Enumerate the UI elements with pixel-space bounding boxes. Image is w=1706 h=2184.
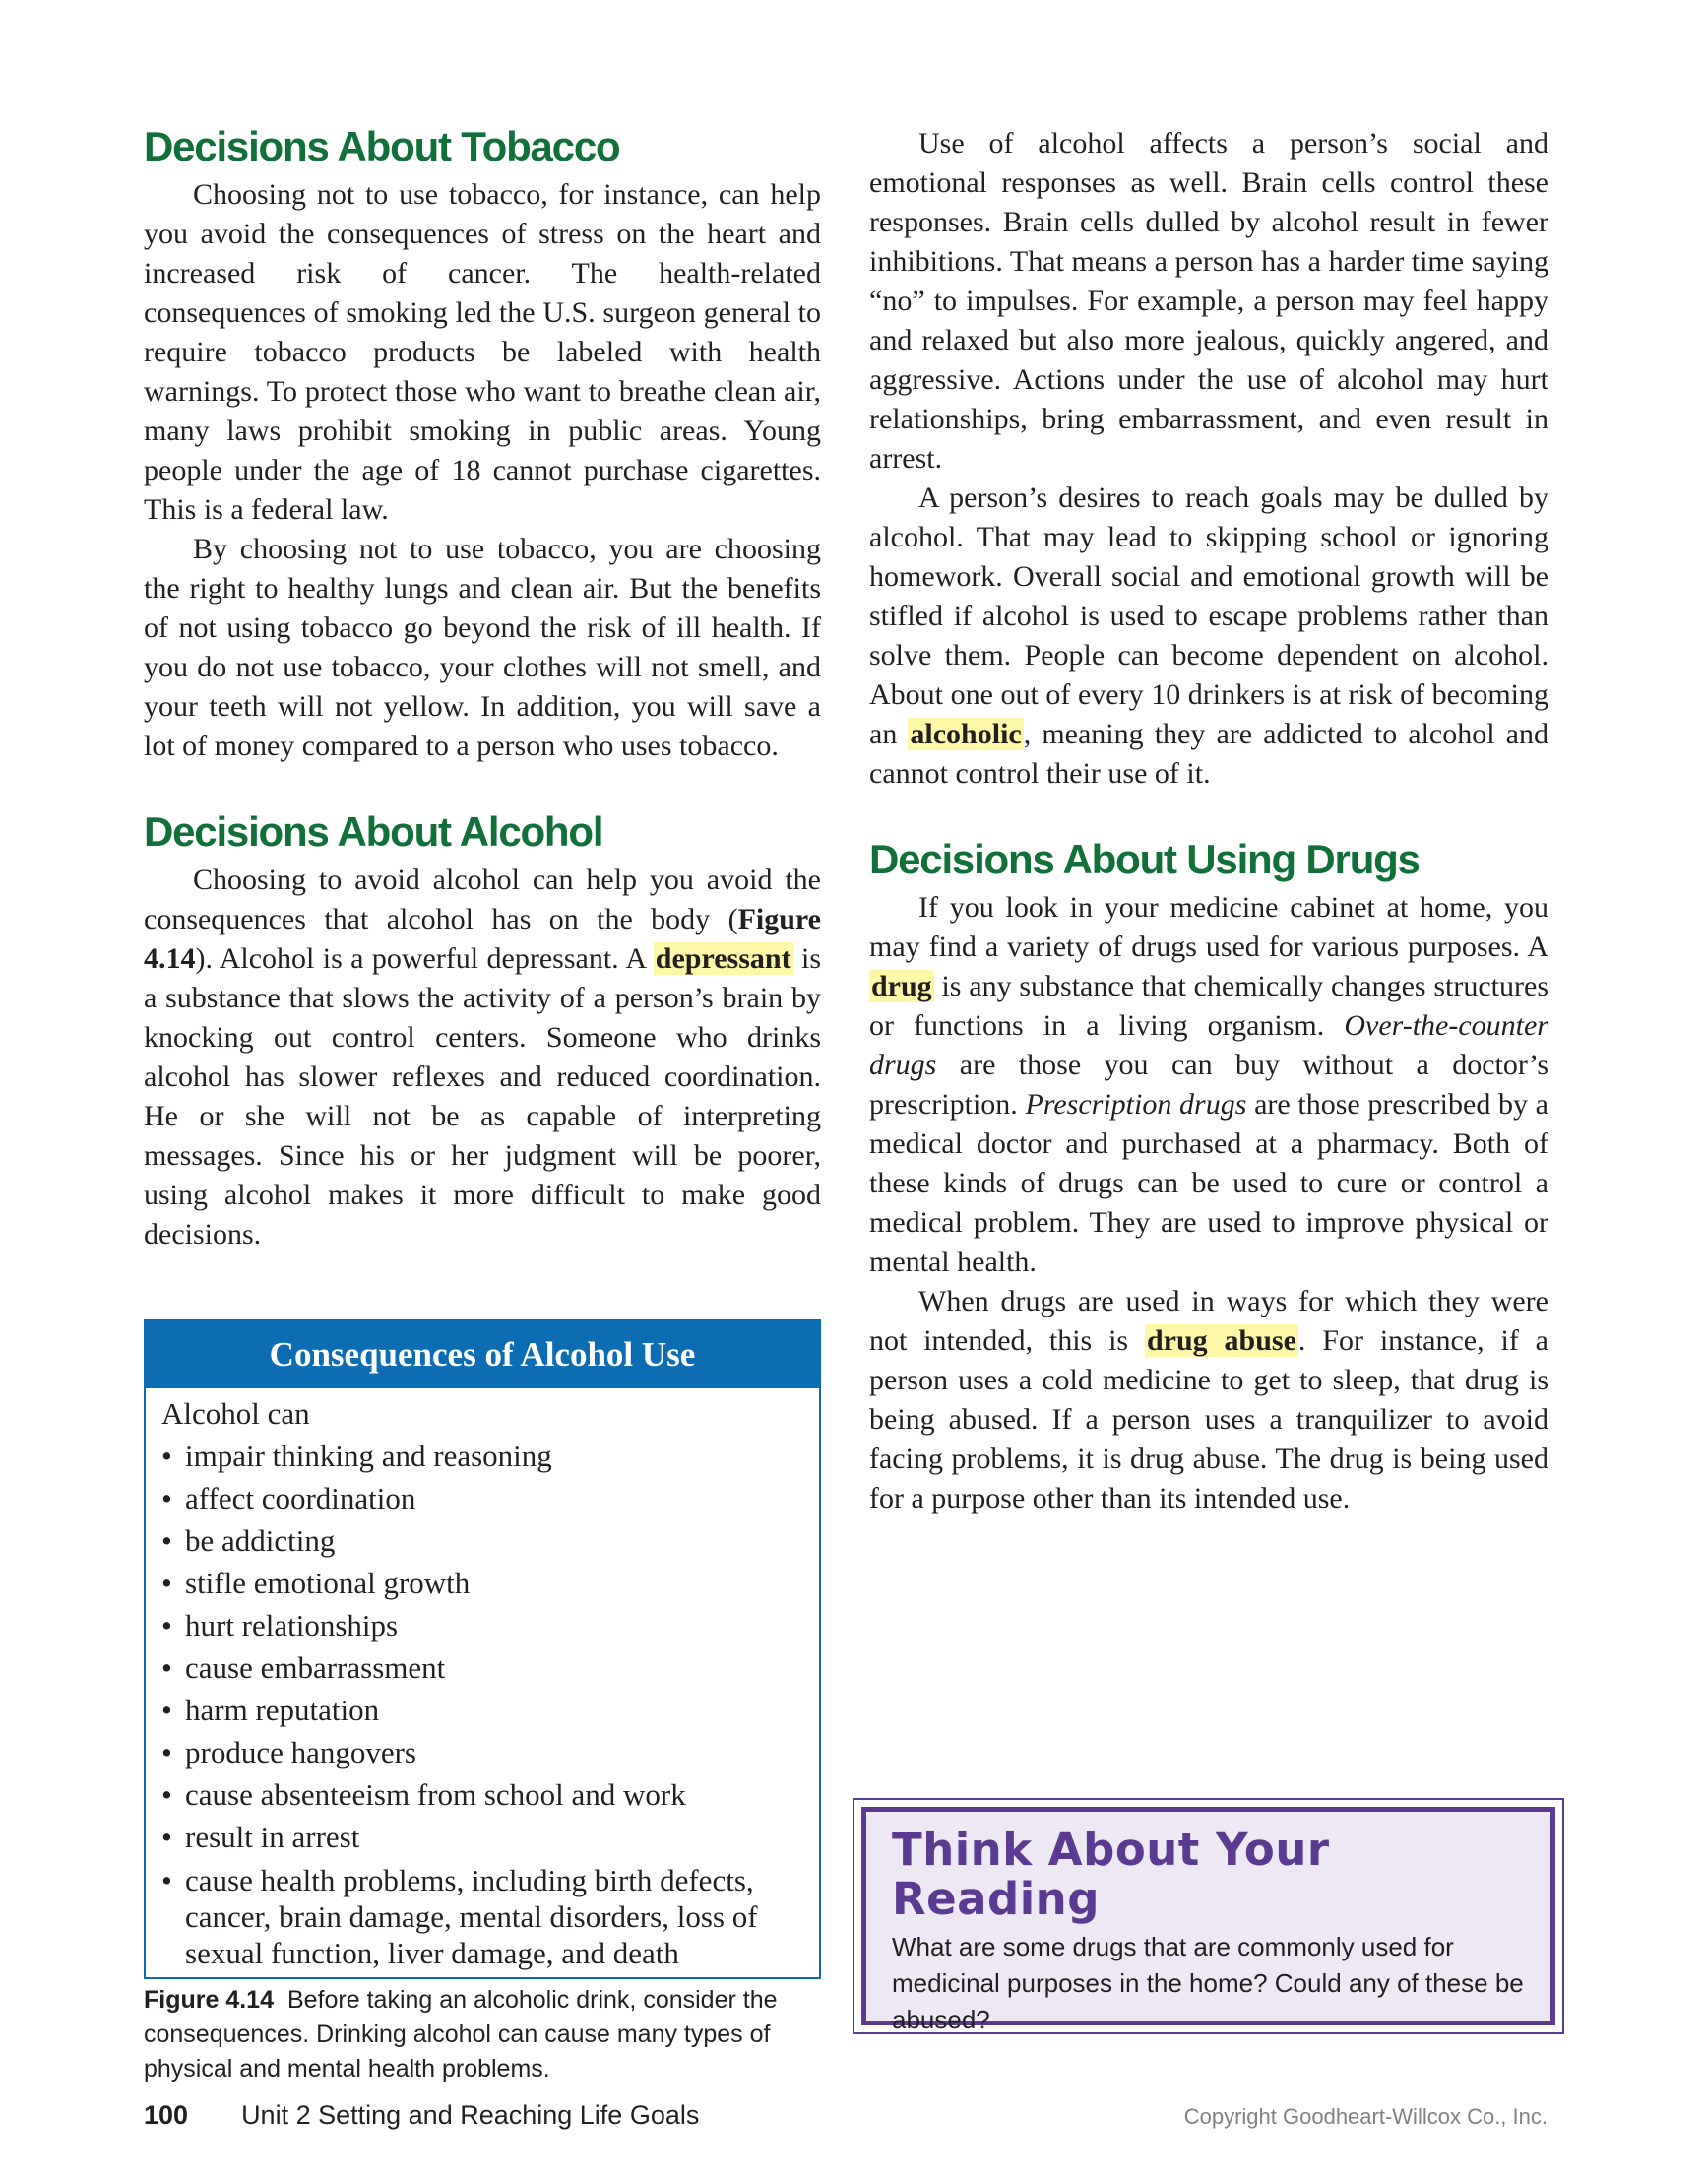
unit-title: Unit 2 Setting and Reaching Life Goals: [241, 2100, 700, 2130]
list-item: • result in arrest: [161, 1816, 803, 1858]
list-item: • hurt relationships: [161, 1604, 803, 1646]
page-footer: [144, 2100, 1548, 2131]
page-number: 100: [144, 2100, 189, 2130]
drugs-p1-text-a: If you look in your medicine cabinet at home, you may find a variety of drugs used for various purposes. A: [869, 891, 1548, 964]
figure-reference: Figure 4.14: [144, 903, 821, 976]
alcohol-p1-text-c: is a substance that slows the activity of a person’s brain by knocking out control centers. Someone who drinks alcohol has slower reflexes and reduced coordination. He or she will not be as capable of interpreting messages. Since his or her judgment will be poorer, using alcohol makes it more difficult to make good decisions.: [144, 942, 821, 1252]
figure-caption: [144, 1983, 821, 2087]
right-column: [869, 124, 1548, 1518]
left-column: [144, 124, 821, 2087]
list-item: • produce hangovers: [161, 1731, 803, 1773]
list-item: • cause absenteeism from school and work: [161, 1773, 803, 1816]
consequences-box: [144, 1319, 821, 1979]
list-item: • cause embarrassment: [161, 1646, 803, 1689]
alcohol-paragraph-2: Use of alcohol affects a person’s social and emotional responses as well. Brain cells control these responses. Brain cells dulled by alcohol result in fewer inhibitions. That means a person has a harder time saying “no” to impulses. For example, a person may feel happy and relaxed but also more jealous, quickly angered, and aggressive. Actions under the use of alcohol may hurt relationships, bring embarrassment, and even result in arrest.: [869, 127, 1548, 475]
list-item: • stifle emotional growth: [161, 1562, 803, 1604]
tobacco-paragraph-2: By choosing not to use tobacco, you are choosing the right to healthy lungs and clean air. But the benefits of not using tobacco go beyond the risk of ill health. If you do not use tobacco, your clothes will not smell, and your teeth will not yellow. In addition, you will save a lot of money compared to a person who uses tobacco.: [144, 533, 821, 763]
list-item: • harm reputation: [161, 1689, 803, 1731]
think-about-inner: [861, 1807, 1555, 2034]
drugs-paragraph-1: [869, 888, 1548, 1282]
figure-caption-text: Before taking an alcoholic drink, consider the consequences. Drinking alcohol can cause many types of physical and mental health problems.: [144, 1986, 778, 2084]
term-alcoholic: alcoholic: [910, 718, 1022, 750]
consequences-box-body: [146, 1388, 819, 1977]
alcohol-p3-text-a: A person’s desires to reach goals may be dulled by alcohol. That may lead to skipping school or ignoring homework. Overall social and emotional growth will be stifled if alcohol is used to escape problems rather than solve them. People can become dependent on alcohol. About one out of every 10 drinkers is at risk of becoming an: [869, 482, 1548, 750]
heading-tobacco: Decisions About Tobacco: [144, 123, 620, 169]
term-drug-abuse: drug abuse: [1146, 1324, 1296, 1358]
list-item: • affect coordination: [161, 1477, 803, 1519]
list-item: • be addicting: [161, 1519, 803, 1562]
tobacco-paragraph-1: Choosing not to use tobacco, for instance, can help you avoid the consequences of stress on the heart and increased risk of cancer. The health-related consequences of smoking led the U.S. surgeon general to require tobacco products be labeled with health warnings. To protect those who want to breathe clean air, many laws prohibit smoking in public areas. Young people under the age of 18 cannot purchase cigarettes. This is a federal law.: [144, 178, 821, 527]
consequences-list: [161, 1435, 803, 1971]
consequences-box-title: Consequences of Alcohol Use: [146, 1321, 819, 1388]
drugs-paragraph-2: [869, 1282, 1548, 1518]
drugs-p1-text-d: are those prescribed by a medical doctor and purchased at a pharmacy. Both of these kinds of drugs can be used to cure or control a medical problem. They are used to improve physical or mental health.: [869, 1088, 1548, 1279]
alcohol-paragraph-3: [869, 479, 1548, 794]
drugs-p1-text-c: are those you can buy without a doctor’s prescription.: [869, 1049, 1548, 1122]
drugs-p1-text-b: is any substance that chemically changes structures or functions in a living organism.: [869, 970, 1548, 1043]
term-drug: drug: [871, 970, 932, 1003]
figure-label: Figure 4.14: [144, 1986, 274, 2015]
list-item: • cause health problems, including birth defects, cancer, brain damage, mental disorders, loss of sexual function, liver damage, and death: [161, 1862, 803, 1971]
term-over-the-counter: Over-the-counter drugs: [869, 1009, 1548, 1082]
alcohol-p1-text-b: ). Alcohol is a powerful depressant. A: [195, 942, 654, 976]
drugs-p2-text-b: . For instance, if a person uses a cold medicine to get to sleep, that drug is being abused. If a person uses a tranquilizer to avoid facing problems, it is drug abuse. The drug is being used for a purpose other than its intended use.: [869, 1324, 1548, 1515]
think-about-question: What are some drugs that are commonly used for medicinal purposes in the home? Could any of these be abused?: [892, 1932, 1524, 2034]
alcohol-p1-text-a: Choosing to avoid alcohol can help you avoid the consequences that alcohol has on the body (: [144, 864, 821, 936]
heading-alcohol: Decisions About Alcohol: [144, 808, 603, 856]
term-depressant: depressant: [655, 942, 791, 976]
term-prescription: Prescription drugs: [1025, 1088, 1247, 1122]
alcohol-p3-text-b: , meaning they are addicted to alcohol and cannot control their use of it.: [869, 718, 1548, 790]
drugs-p2-text-a: When drugs are used in ways for which they were not intended, this is: [869, 1285, 1548, 1358]
think-about-title: Think About Your Reading: [892, 1824, 1330, 1925]
heading-drugs: Decisions About Using Drugs: [869, 836, 1420, 882]
alcohol-paragraph-1: [144, 861, 821, 1254]
think-about-box: [853, 1798, 1564, 2034]
list-item: • impair thinking and reasoning: [161, 1435, 803, 1477]
copyright: Copyright Goodheart-Willcox Co., Inc.: [1183, 2104, 1548, 2129]
consequences-intro: Alcohol can: [161, 1396, 310, 1432]
